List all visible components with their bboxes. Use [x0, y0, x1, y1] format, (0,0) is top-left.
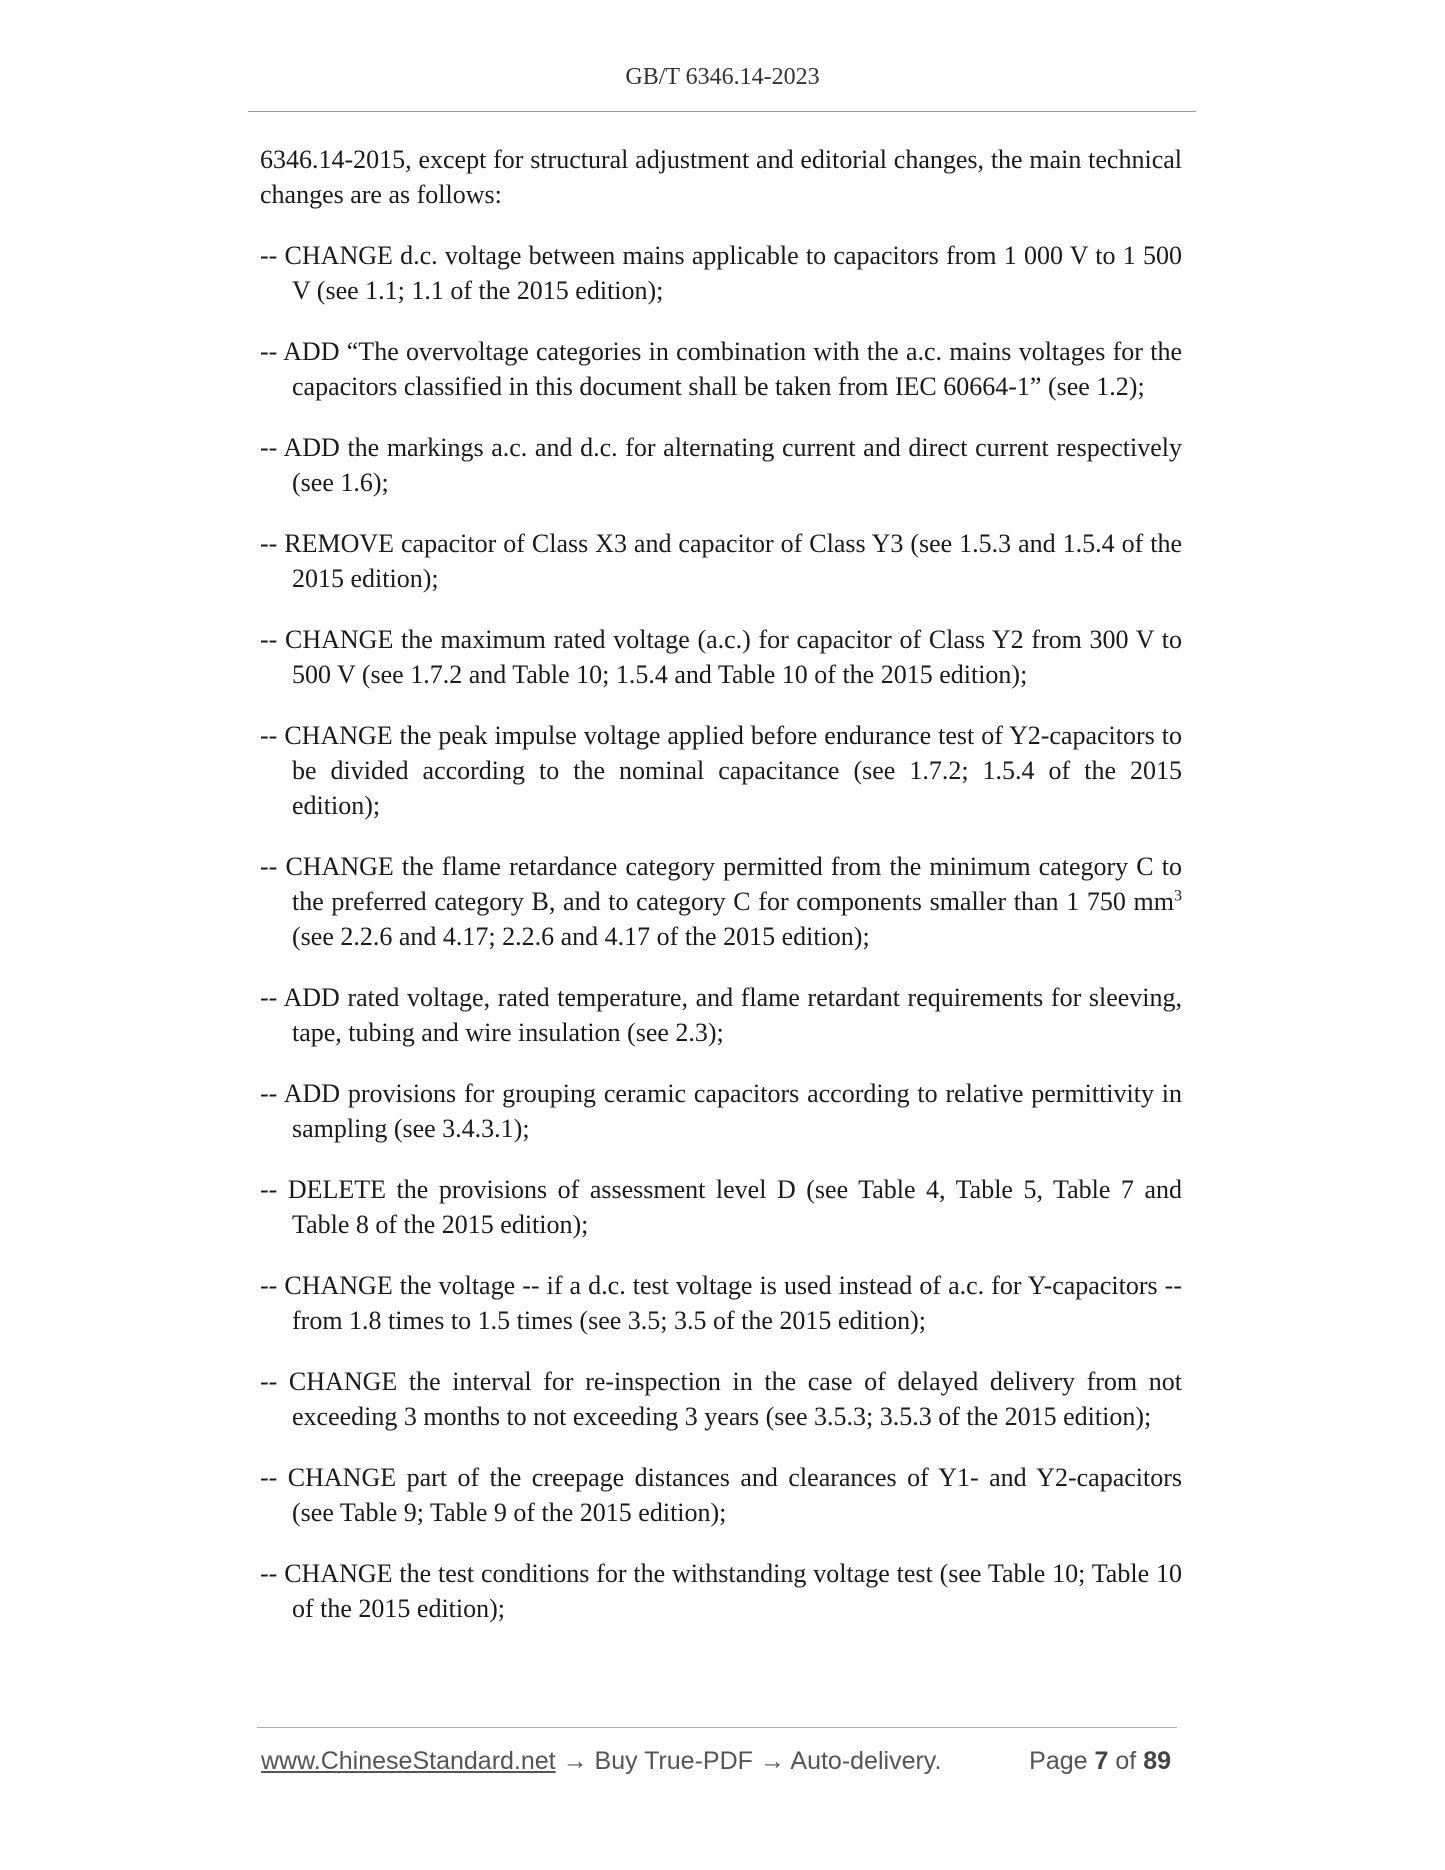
change-item: -- CHANGE the voltage -- if a d.c. test voltage is used instead of a.c. for Y-capacitors -- from 1.8 times to 1.5 times (see 3.5; 3.5 of the 2015 edition);	[260, 1271, 1182, 1335]
page-of-label: of	[1115, 1747, 1137, 1775]
intro-paragraph: 6346.14-2015, except for structural adjustment and editorial changes, the main technical changes are as follows:	[260, 145, 1182, 209]
page-header-title: GB/T 6346.14-2023	[625, 64, 820, 90]
website-link[interactable]: www.ChineseStandard.net	[261, 1747, 556, 1775]
change-item: -- ADD rated voltage, rated temperature, and flame retardant requirements for sleeving, tape, tubing and wire insulation (see 2.3);	[260, 983, 1182, 1047]
footer-tagline: → Buy True-PDF → Auto-delivery.	[555, 1747, 942, 1775]
change-item: -- CHANGE the test conditions for the withstanding voltage test (see Table 10; Table 10 of the 2015 edition);	[260, 1559, 1182, 1623]
footer-promo	[261, 1747, 941, 1776]
page-total: 89	[1143, 1747, 1171, 1775]
change-item: -- ADD the markings a.c. and d.c. for alternating current and direct current respectively (see 1.6);	[260, 433, 1182, 497]
change-item: -- CHANGE part of the creepage distances and clearances of Y1- and Y2-capacitors (see Table 9; Table 9 of the 2015 edition);	[260, 1463, 1182, 1527]
superscript: 3	[1174, 887, 1182, 905]
change-item-flame	[260, 849, 1182, 954]
change-item: -- DELETE the provisions of assessment level D (see Table 4, Table 5, Table 7 and Table 8 of the 2015 edition);	[260, 1175, 1182, 1239]
page-counter	[1029, 1747, 1171, 1776]
footer-divider	[257, 1727, 1177, 1728]
header-divider	[248, 111, 1196, 112]
change-item: -- CHANGE the interval for re-inspection in the case of delayed delivery from not exceeding 3 months to not exceeding 3 years (see 3.5.3; 3.5.3 of the 2015 edition);	[260, 1367, 1182, 1431]
change-item: -- CHANGE the maximum rated voltage (a.c.) for capacitor of Class Y2 from 300 V to 500 V (see 1.7.2 and Table 10; 1.5.4 and Table 10 of the 2015 edition);	[260, 625, 1182, 689]
change-item: -- ADD “The overvoltage categories in combination with the a.c. mains voltages for the capacitors classified in this document shall be taken from IEC 60664-1” (see 1.2);	[260, 337, 1182, 401]
page-label: Page	[1029, 1747, 1088, 1775]
change-item: -- CHANGE d.c. voltage between mains applicable to capacitors from 1 000 V to 1 500 V (see 1.1; 1.1 of the 2015 edition);	[260, 241, 1182, 305]
flame-item-text: -- CHANGE the flame retardance category permitted from the minimum category C to the preferred category B, and to category C for components smaller than 1 750 mm	[260, 852, 1182, 916]
page-current: 7	[1094, 1747, 1109, 1775]
change-item: -- REMOVE capacitor of Class X3 and capacitor of Class Y3 (see 1.5.3 and 1.5.4 of the 2015 edition);	[260, 529, 1182, 593]
change-item: -- ADD provisions for grouping ceramic capacitors according to relative permittivity in sampling (see 3.4.3.1);	[260, 1079, 1182, 1143]
document-body	[260, 142, 1182, 1652]
change-item: -- CHANGE the peak impulse voltage applied before endurance test of Y2-capacitors to be divided according to the nominal capacitance (see 1.7.2; 1.5.4 of the 2015 edition);	[260, 721, 1182, 820]
flame-item-tail: (see 2.2.6 and 4.17; 2.2.6 and 4.17 of the 2015 edition);	[292, 922, 870, 951]
